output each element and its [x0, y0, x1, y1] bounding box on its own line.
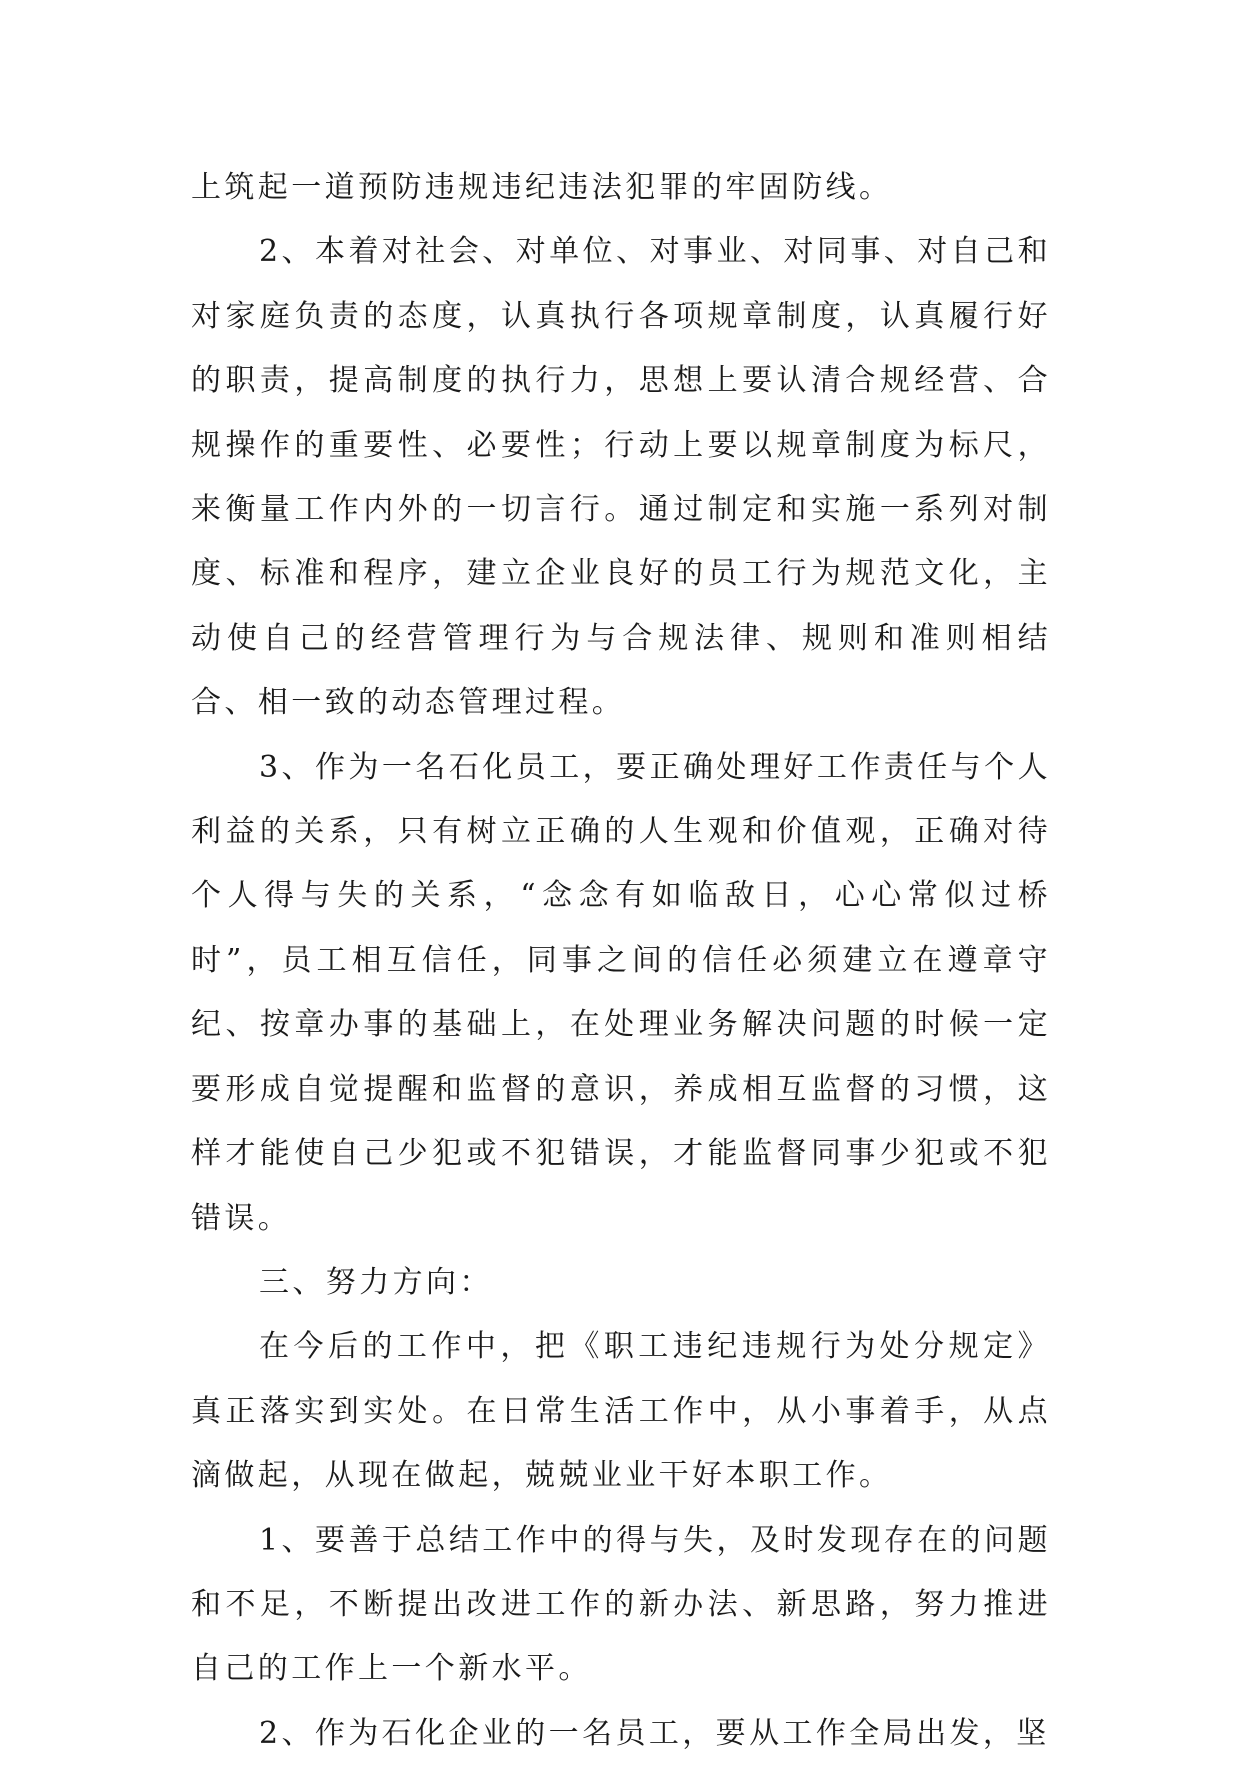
paragraph-item-2-overall: 2、作为石化企业的一名员工，要从工作全局出发，坚 [259, 1715, 1050, 1751]
paragraph-item-2-duty: 2、本着对社会、对单位、对事业、对同事、对自己和对家庭负责的态度，认真执行各项规章制度，认真履行好的职责，提高制度的执行力，思想上要认清合规经营、合规操作的重要性、必要性；行动上要以规章制度为标尺，来衡量工作内外的一切言行。通过制定和实施一系列对制度、标准和程序，建立企业良好的员工行为规范文化，主动使自己的经营管理行为与合规法律、规则和准则相结合、相一致的动态管理过程。 [191, 234, 1051, 721]
paragraph-item-1-summary: 1、要善于总结工作中的得与失，及时发现存在的问题和不足，不断提出改进工作的新办法、新思路，努力推进自己的工作上一个新水平。 [191, 1522, 1051, 1687]
section-heading-direction: 三、努力方向： [259, 1264, 493, 1300]
document-body [191, 156, 1051, 1766]
paragraph-item-3-employee: 3、作为一名石化员工，要正确处理好工作责任与个人利益的关系，只有树立正确的人生观和价值观，正确对待个人得与失的关系，“念念有如临敌日，心心常似过桥时”，员工相互信任，同事之间的信任必须建立在遵章守纪、按章办事的基础上，在处理业务解决问题的时候一定要形成自觉提醒和监督的意识，养成相互监督的习惯，这样才能使自己少犯或不犯错误，才能监督同事少犯或不犯错误。 [191, 749, 1051, 1236]
paragraph-future-work: 在今后的工作中，把《职工违纪违规行为处分规定》真正落实到实处。在日常生活工作中，从小事着手，从点滴做起，从现在做起，兢兢业业干好本职工作。 [191, 1329, 1051, 1494]
paragraph-continuation: 上筑起一道预防违规违纪违法犯罪的牢固防线。 [191, 170, 893, 205]
